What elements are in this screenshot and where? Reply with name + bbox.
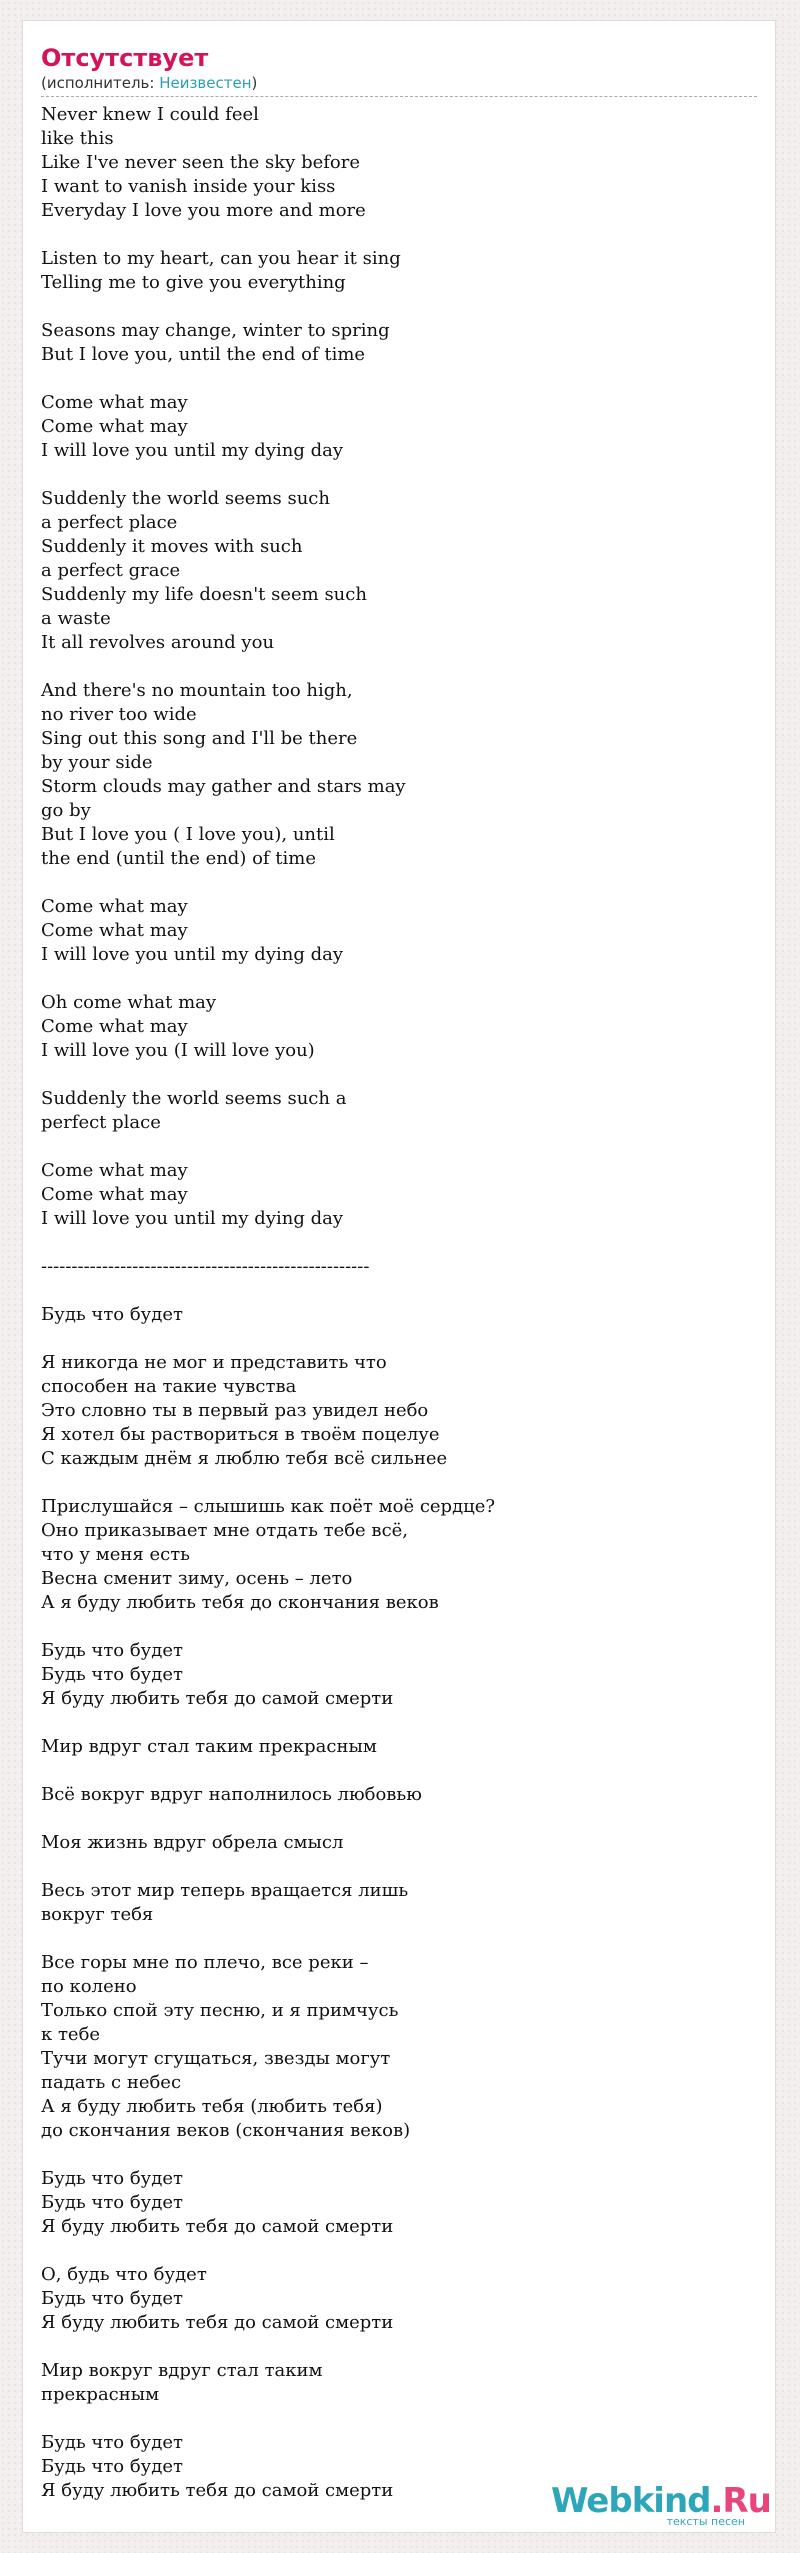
artist-link[interactable]: Неизвестен — [159, 74, 252, 92]
song-header — [41, 43, 757, 97]
lyrics-card — [22, 20, 776, 2533]
lyrics-text: Never knew I could feel like this Like I've never seen the sky before I want to vanish inside your kiss Everyday I love you more and more Listen to my heart, can you hear it sing Telling me to give you everything Seasons may change, winter to spring But I love you, until the end of time Come what may Come what may I will love you until my dying day Suddenly the world seems such a perfect place Suddenly it moves with such a perfect grace Suddenly my life doesn't seem such a waste It all revolves around you And there's no mountain too high, no river too wide Sing out this song and I'll be there by your side Storm clouds may gather and stars may go by But I love you ( I love you), until the end (until the end) of time Come what may Come what may I will love you until my dying day Oh come what may Come what may I will love you (I will love you) Suddenly the world seems such a perfect place Come what may Come what may I will love you until my dying day ------------------------------------------------------ Будь что будет Я никогда не мог и представить что способен на такие чувства Это словно ты в первый раз увидел небо Я хотел бы раствориться в твоём поцелуе С каждым днём я люблю тебя всё сильнее Прислушайся – слышишь как поёт моё сердце? Оно приказывает мне отдать тебе всё, что у меня есть Весна сменит зиму, осень – лето А я буду любить тебя до скончания веков Будь что будет Будь что будет Я буду любить тебя до самой смерти Мир вдруг стал таким прекрасным Всё вокруг вдруг наполнилось любовью Моя жизнь вдруг обрела смысл Весь этот мир теперь вращается лишь вокруг тебя Все горы мне по плечо, все реки – по колено Только спой эту песню, и я примчусь к тебе Тучи могут сгущаться, звезды могут падать с небес А я буду любить тебя (любить тебя) до скончания веков (скончания веков) Будь что будет Будь что будет Я буду любить тебя до самой смерти О, будь что будет Будь что будет Я буду любить тебя до самой смерти Мир вокруг вдруг стал таким прекрасным Будь что будет Будь что будет Я буду любить тебя до самой смерти — [41, 104, 496, 2501]
logo-ru-text: .Ru — [710, 2481, 771, 2521]
artist-prefix: (исполнитель: — [41, 74, 160, 92]
artist-suffix: ) — [251, 74, 258, 92]
logo-tagline: тексты песен — [666, 2515, 745, 2528]
song-title: Отсутствует — [41, 44, 209, 72]
artist-line — [41, 73, 757, 97]
site-logo[interactable] — [551, 2481, 771, 2528]
logo-web-text: Webkind — [551, 2481, 711, 2521]
